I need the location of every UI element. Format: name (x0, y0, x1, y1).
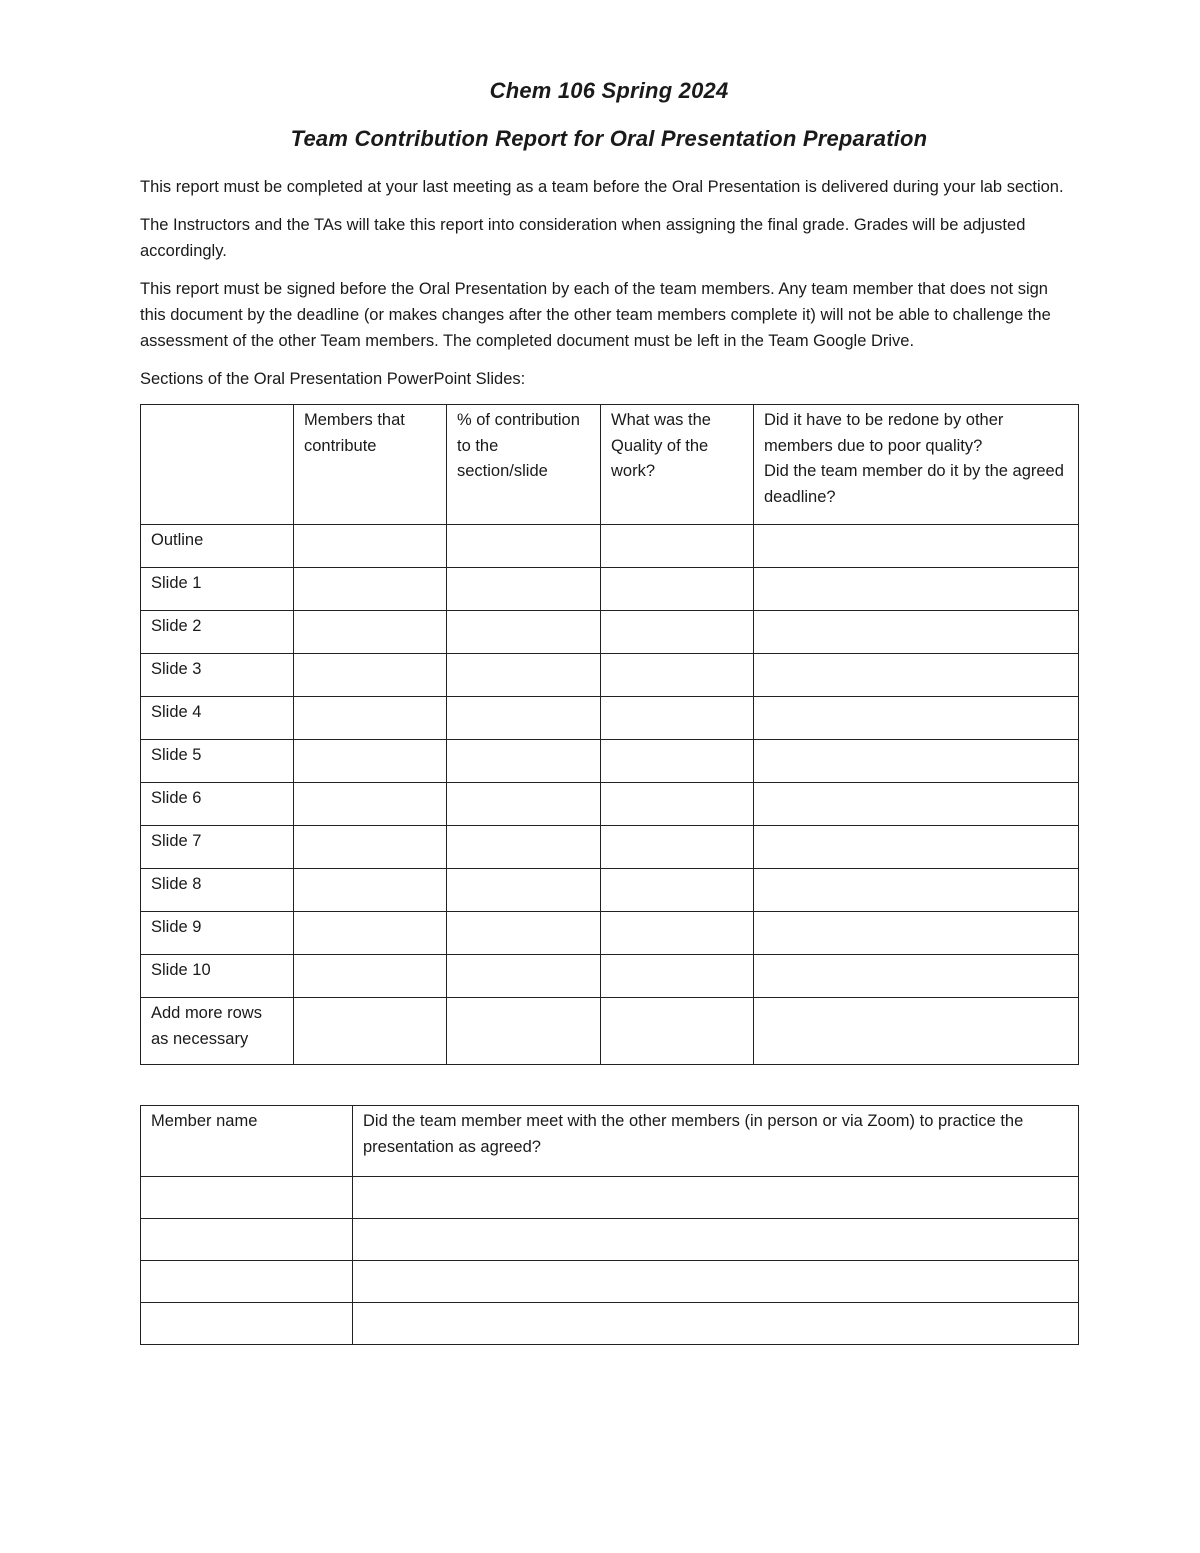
entry-cell[interactable] (754, 826, 1079, 869)
entry-cell[interactable] (447, 998, 601, 1065)
practice-answer-cell[interactable] (353, 1177, 1079, 1219)
entry-cell[interactable] (294, 783, 447, 826)
entry-cell[interactable] (294, 826, 447, 869)
entry-cell[interactable] (447, 568, 601, 611)
entry-cell[interactable] (754, 912, 1079, 955)
entry-cell[interactable] (447, 869, 601, 912)
header-redone-question: Did it have to be redone by other members due to poor quality? (764, 411, 1004, 455)
instruction-paragraph-1: This report must be completed at your last meeting as a team before the Oral Presentation is delivered during your lab section. (140, 178, 1064, 196)
course-title: Chem 106 Spring 2024 (489, 78, 729, 103)
entry-cell[interactable] (754, 783, 1079, 826)
row-label: Slide 3 (141, 654, 294, 697)
entry-cell[interactable] (294, 998, 447, 1065)
entry-cell[interactable] (601, 568, 754, 611)
instruction-paragraph-2: The Instructors and the TAs will take this report into consideration when assigning the final grade. Grades will be adjusted accordingly. (140, 216, 1026, 260)
entry-cell[interactable] (447, 654, 601, 697)
table-row (141, 525, 1079, 568)
member-name-cell[interactable] (141, 1261, 353, 1303)
entry-cell[interactable] (447, 955, 601, 998)
sections-label: Sections of the Oral Presentation PowerPoint Slides: (140, 370, 526, 388)
table-row (141, 869, 1079, 912)
practice-table-body (141, 1177, 1079, 1345)
entry-cell[interactable] (294, 869, 447, 912)
entry-cell[interactable] (447, 783, 601, 826)
row-label: Slide 8 (141, 869, 294, 912)
entry-cell[interactable] (447, 697, 601, 740)
entry-cell[interactable] (601, 783, 754, 826)
row-label: Outline (141, 525, 294, 568)
table-row (141, 1261, 1079, 1303)
table-row (141, 611, 1079, 654)
document-page (140, 72, 1078, 1345)
entry-cell[interactable] (294, 955, 447, 998)
header-cell-section (141, 405, 294, 525)
member-name-cell[interactable] (141, 1219, 353, 1261)
contribution-table-body (141, 525, 1079, 1065)
entry-cell[interactable] (601, 654, 754, 697)
header-cell-member-name: Member name (141, 1106, 353, 1177)
entry-cell[interactable] (754, 740, 1079, 783)
row-label: Slide 5 (141, 740, 294, 783)
practice-answer-cell[interactable] (353, 1261, 1079, 1303)
entry-cell[interactable] (601, 740, 754, 783)
entry-cell[interactable] (294, 697, 447, 740)
entry-cell[interactable] (447, 826, 601, 869)
row-label: Add more rows as necessary (141, 998, 294, 1065)
table-row (141, 783, 1079, 826)
table-row (141, 568, 1079, 611)
entry-cell[interactable] (601, 955, 754, 998)
row-label: Slide 4 (141, 697, 294, 740)
row-label: Slide 1 (141, 568, 294, 611)
header-deadline-question: Did the team member do it by the agreed deadline? (764, 462, 1064, 506)
entry-cell[interactable] (447, 611, 601, 654)
header-cell-percent: % of contribution to the section/slide (447, 405, 601, 525)
report-title: Team Contribution Report for Oral Presentation Preparation (290, 126, 928, 151)
entry-cell[interactable] (754, 525, 1079, 568)
practice-answer-cell[interactable] (353, 1303, 1079, 1345)
row-label: Slide 10 (141, 955, 294, 998)
header-cell-members: Members that contribute (294, 405, 447, 525)
row-label: Slide 9 (141, 912, 294, 955)
entry-cell[interactable] (294, 654, 447, 697)
table-row (141, 1303, 1079, 1345)
entry-cell[interactable] (754, 697, 1079, 740)
table-row (141, 998, 1079, 1065)
entry-cell[interactable] (754, 955, 1079, 998)
entry-cell[interactable] (294, 568, 447, 611)
entry-cell[interactable] (754, 869, 1079, 912)
entry-cell[interactable] (294, 740, 447, 783)
table-row (141, 1177, 1079, 1219)
entry-cell[interactable] (601, 912, 754, 955)
table-row (141, 912, 1079, 955)
contribution-header-row (141, 405, 1079, 525)
table-row (141, 955, 1079, 998)
practice-header-row (141, 1106, 1079, 1177)
table-row (141, 654, 1079, 697)
entry-cell[interactable] (601, 998, 754, 1065)
entry-cell[interactable] (601, 826, 754, 869)
entry-cell[interactable] (447, 912, 601, 955)
entry-cell[interactable] (601, 869, 754, 912)
table-row (141, 740, 1079, 783)
row-label: Slide 7 (141, 826, 294, 869)
instruction-paragraph-3: This report must be signed before the Oral Presentation by each of the team members. Any team member that does not sign this document by the deadline (or makes changes after the other team members complete it) will not be able to challenge the assessment of the other Team members. The completed document must be left in the Team Google Drive. (140, 280, 1051, 350)
entry-cell[interactable] (294, 912, 447, 955)
entry-cell[interactable] (294, 611, 447, 654)
entry-cell[interactable] (601, 697, 754, 740)
entry-cell[interactable] (754, 998, 1079, 1065)
entry-cell[interactable] (601, 611, 754, 654)
table-row (141, 1219, 1079, 1261)
practice-table (140, 1105, 1079, 1345)
header-cell-practice: Did the team member meet with the other members (in person or via Zoom) to practice the presentation as agreed? (353, 1106, 1079, 1177)
entry-cell[interactable] (447, 740, 601, 783)
entry-cell[interactable] (447, 525, 601, 568)
entry-cell[interactable] (754, 611, 1079, 654)
entry-cell[interactable] (754, 568, 1079, 611)
contribution-table (140, 404, 1079, 1065)
member-name-cell[interactable] (141, 1177, 353, 1219)
header-cell-redone (754, 405, 1079, 525)
entry-cell[interactable] (294, 525, 447, 568)
practice-answer-cell[interactable] (353, 1219, 1079, 1261)
header-cell-quality: What was the Quality of the work? (601, 405, 754, 525)
row-label: Slide 2 (141, 611, 294, 654)
member-name-cell[interactable] (141, 1303, 353, 1345)
entry-cell[interactable] (754, 654, 1079, 697)
table-row (141, 697, 1079, 740)
entry-cell[interactable] (601, 525, 754, 568)
table-row (141, 826, 1079, 869)
row-label: Slide 6 (141, 783, 294, 826)
